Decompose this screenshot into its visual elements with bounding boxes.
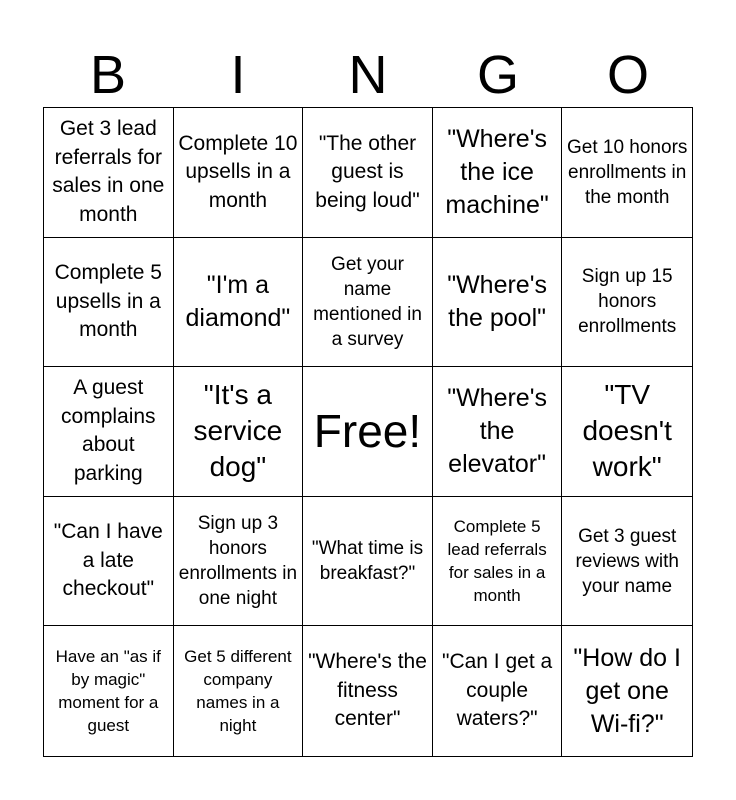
cell-text: "The other guest is being loud": [315, 131, 420, 212]
bingo-cell[interactable]: [303, 497, 433, 627]
cell-text: Have an "as if by magic" moment for a guest: [55, 647, 161, 736]
cell-text: "What time is breakfast?": [311, 538, 424, 585]
cell-text: Complete 10 upsells in a month: [178, 131, 298, 212]
bingo-cell[interactable]: [562, 497, 692, 627]
bingo-cell[interactable]: [433, 108, 563, 238]
header-letter-g: G: [476, 45, 519, 105]
cell-text: A guest complains about parking: [61, 376, 156, 485]
cell-text: "How do I get one Wi-fi?": [573, 643, 681, 738]
bingo-cell[interactable]: [433, 238, 563, 368]
cell-text: "Can I get a couple waters?": [441, 650, 553, 731]
cell-text: Get 10 honors enrollments in the month: [566, 136, 688, 208]
cell-text: Get your name mentioned in a survey: [313, 253, 422, 350]
bingo-cell[interactable]: [562, 367, 692, 497]
cell-text: "Where's the elevator": [447, 383, 547, 478]
cell-text: "Where's the ice machine": [445, 124, 549, 219]
cell-text: "Where's the fitness center": [308, 650, 427, 731]
bingo-cell[interactable]: [174, 497, 304, 627]
bingo-cell[interactable]: [433, 626, 563, 756]
bingo-cell[interactable]: [44, 626, 174, 756]
cell-text: "Can I have a late checkout": [53, 520, 163, 601]
free-space-text: Free!: [313, 405, 422, 458]
cell-text: "I'm a diamond": [185, 270, 291, 332]
cell-text: "It's a service dog": [193, 379, 283, 483]
free-space-cell[interactable]: [303, 367, 433, 497]
cell-text: Sign up 3 honors enrollments in one night: [178, 513, 298, 610]
header-letter-n: N: [348, 45, 388, 105]
bingo-cell[interactable]: [44, 367, 174, 497]
cell-text: "Where's the pool": [447, 270, 547, 332]
bingo-cell[interactable]: [562, 108, 692, 238]
bingo-cell[interactable]: [44, 108, 174, 238]
bingo-cell[interactable]: [174, 238, 304, 368]
cell-text: "TV doesn't work": [582, 379, 672, 483]
bingo-cell[interactable]: [303, 626, 433, 756]
header-letter-i: I: [230, 45, 246, 105]
header-letter-o: O: [606, 45, 649, 105]
bingo-cell[interactable]: [174, 626, 304, 756]
bingo-board: [43, 107, 693, 757]
cell-text: Complete 5 upsells in a month: [54, 261, 162, 342]
cell-text: Get 3 guest reviews with your name: [575, 525, 679, 597]
bingo-cell[interactable]: [562, 238, 692, 368]
cell-text: Get 3 lead referrals for sales in one month: [52, 117, 165, 226]
bingo-cell[interactable]: [174, 108, 304, 238]
cell-text: Sign up 15 honors enrollments: [578, 266, 677, 338]
bingo-cell[interactable]: [433, 497, 563, 627]
bingo-cell[interactable]: [433, 367, 563, 497]
bingo-cell[interactable]: [44, 238, 174, 368]
bingo-cell[interactable]: [303, 108, 433, 238]
bingo-cell[interactable]: [562, 626, 692, 756]
bingo-cell[interactable]: [174, 367, 304, 497]
bingo-cell[interactable]: [303, 238, 433, 368]
cell-text: Get 5 different company names in a night: [184, 647, 292, 736]
bingo-cell[interactable]: [44, 497, 174, 627]
cell-text: Complete 5 lead referrals for sales in a month: [447, 517, 547, 606]
bingo-header: [43, 45, 693, 105]
header-letter-b: B: [89, 45, 127, 105]
